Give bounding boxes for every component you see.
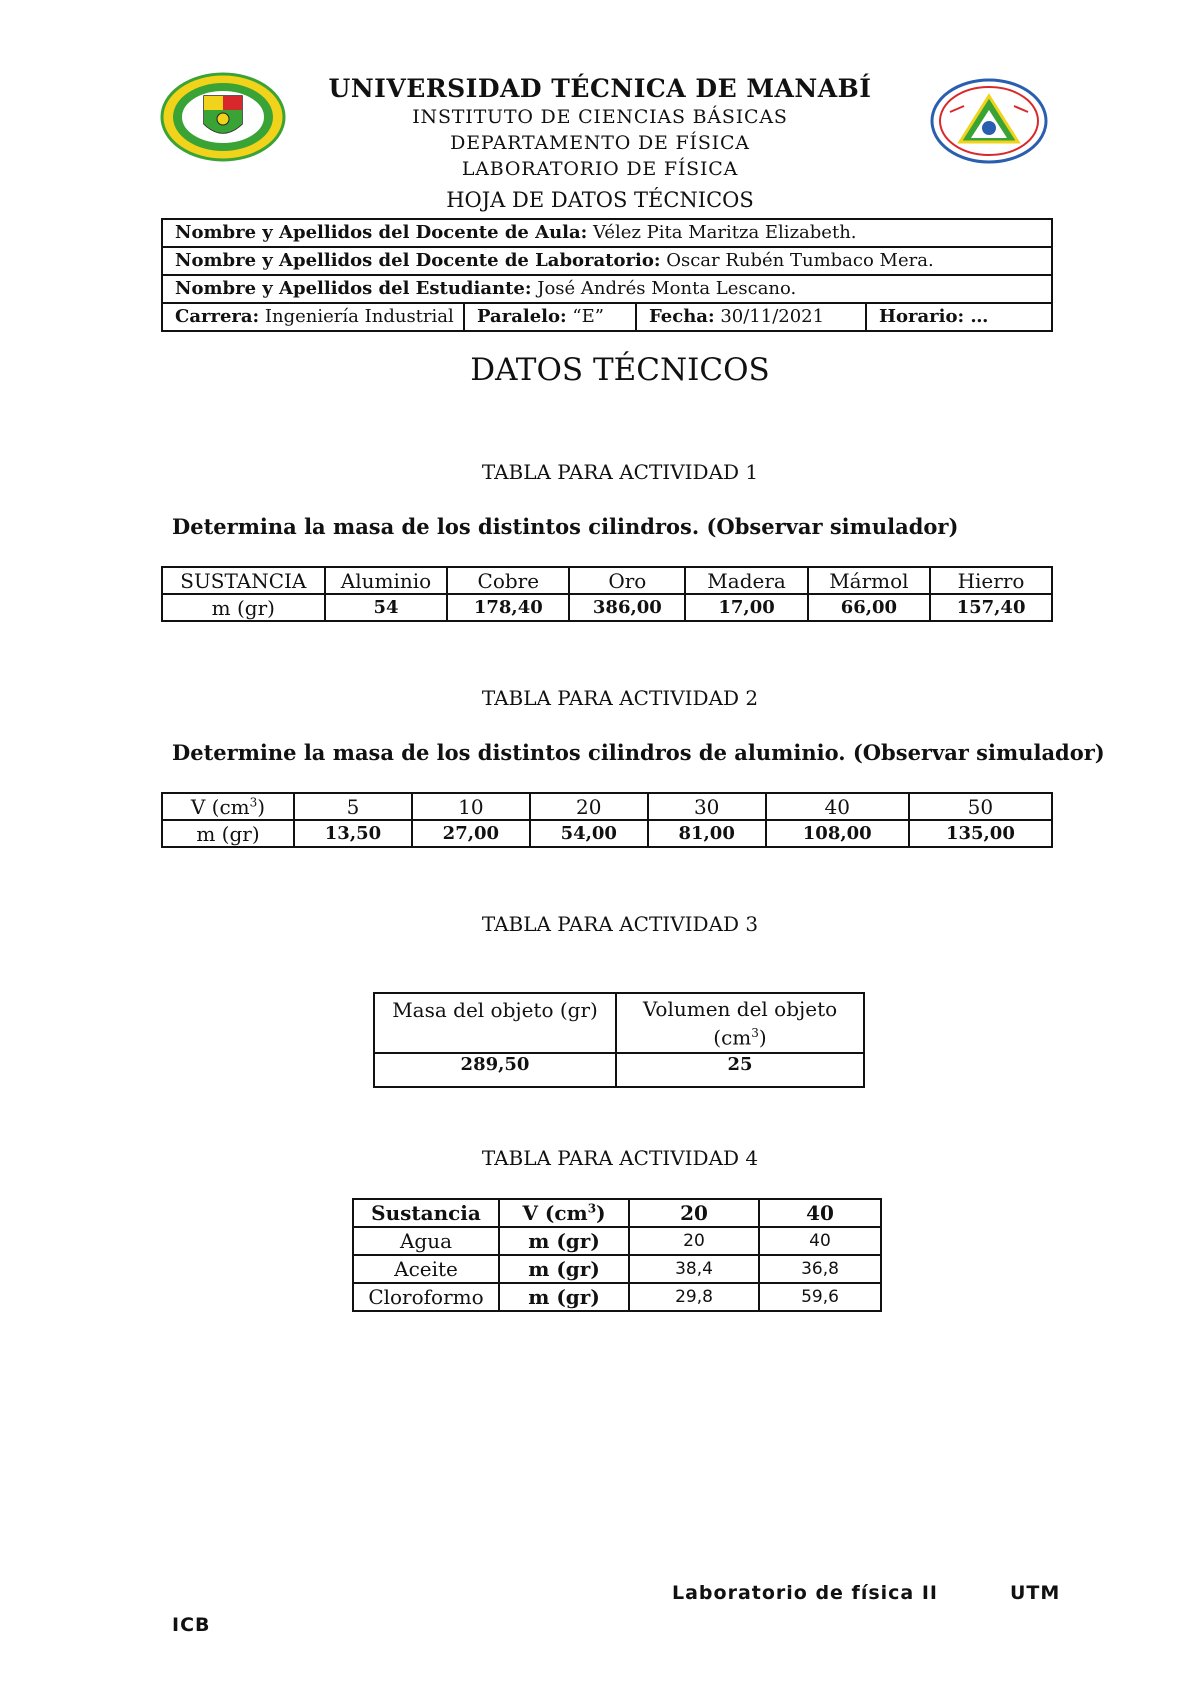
- paralelo-value: “E”: [566, 306, 604, 327]
- activity4-substance-1: Aceite: [353, 1255, 499, 1283]
- table-row: [162, 594, 1052, 621]
- fecha-value: 30/11/2021: [714, 306, 825, 327]
- activity2-vol-2: 20: [530, 793, 648, 820]
- activity1-instruction: Determina la masa de los distintos cilindros. (Observar simulador): [172, 514, 959, 539]
- footer-org: UTM: [1010, 1582, 1061, 1604]
- activity4-v1: 20: [629, 1199, 759, 1227]
- table-row: [353, 1199, 881, 1227]
- activity2-header-text: V (cm: [190, 794, 250, 819]
- activity1-title: TABLA PARA ACTIVIDAD 1: [481, 460, 759, 484]
- activity3-mass-header: Masa del objeto (gr): [374, 993, 616, 1053]
- activity1-col-3: Madera: [685, 567, 807, 594]
- activity4-col-substance: Sustancia: [353, 1199, 499, 1227]
- sheet-title: HOJA DE DATOS TÉCNICOS: [446, 188, 754, 212]
- university-name: UNIVERSIDAD TÉCNICA DE MANABÍ: [328, 74, 872, 103]
- activity2-mass-3: 81,00: [648, 820, 766, 847]
- fecha-cell: [637, 304, 867, 330]
- department-name: DEPARTAMENTO DE FÍSICA: [450, 132, 750, 154]
- activity3-mass-value: 289,50: [374, 1053, 616, 1087]
- activity3-volume-header-line1: Volumen del objeto: [642, 996, 838, 1021]
- activity2-vol-3: 30: [648, 793, 766, 820]
- activity1-val-3: 17,00: [685, 594, 807, 621]
- activity1-val-2: 386,00: [569, 594, 685, 621]
- activity2-header-close: ): [257, 794, 266, 819]
- docente-lab-value: Oscar Rubén Tumbaco Mera.: [660, 250, 934, 271]
- table-row: [162, 793, 1052, 820]
- activity4-m1-1: 38,4: [629, 1255, 759, 1283]
- activity2-mass-0: 13,50: [294, 820, 412, 847]
- paralelo-label: Paralelo:: [477, 306, 567, 327]
- institute-name: INSTITUTO DE CIENCIAS BÁSICAS: [412, 106, 788, 128]
- activity1-val-5: 157,40: [930, 594, 1052, 621]
- carrera-value: Ingeniería Industrial: [259, 306, 454, 327]
- docente-lab-row: [163, 248, 1051, 276]
- activity1-table: [161, 566, 1053, 622]
- activity2-mass-1: 27,00: [412, 820, 530, 847]
- activity2-instruction: Determine la masa de los distintos cilindros de aluminio. (Observar simulador): [172, 740, 1105, 765]
- activity2-mass-5: 135,00: [909, 820, 1052, 847]
- activity2-header-sup: 3: [249, 794, 258, 809]
- activity3-volume-header: [616, 993, 864, 1053]
- activity3-title: TABLA PARA ACTIVIDAD 3: [481, 912, 759, 936]
- activity1-val-0: 54: [325, 594, 448, 621]
- table-row: [374, 993, 864, 1053]
- activity2-vol-4: 40: [766, 793, 909, 820]
- activity2-vol-5: 50: [909, 793, 1052, 820]
- activity4-v2: 40: [759, 1199, 881, 1227]
- estudiante-row: [163, 276, 1051, 304]
- activity4-substance-0: Agua: [353, 1227, 499, 1255]
- activity4-m2-0: 40: [759, 1227, 881, 1255]
- laboratory-name: LABORATORIO DE FÍSICA: [461, 158, 739, 180]
- activity4-col-volume-sup: 3: [587, 1201, 597, 1216]
- activity2-vol-0: 5: [294, 793, 412, 820]
- activity4-col-volume-close: ): [596, 1201, 606, 1225]
- activity4-m2-2: 59,6: [759, 1283, 881, 1311]
- activity2-table: [161, 792, 1053, 848]
- footer-course: Laboratorio de física II: [672, 1582, 938, 1604]
- activity1-header-label: SUSTANCIA: [162, 567, 325, 594]
- estudiante-label: Nombre y Apellidos del Estudiante:: [175, 278, 532, 299]
- activity2-title: TABLA PARA ACTIVIDAD 2: [481, 686, 759, 710]
- table-row: [353, 1283, 881, 1311]
- table-row: [353, 1227, 881, 1255]
- paralelo-cell: [465, 304, 637, 330]
- main-title: DATOS TÉCNICOS: [470, 352, 770, 388]
- activity2-header-label: [162, 793, 294, 820]
- docente-aula-row: [163, 220, 1051, 248]
- activity4-unit-1: m (gr): [499, 1255, 629, 1283]
- activity3-volume-value: 25: [616, 1053, 864, 1087]
- carrera-label: Carrera:: [175, 306, 260, 327]
- table-row: [374, 1053, 864, 1087]
- activity4-m1-2: 29,8: [629, 1283, 759, 1311]
- activity4-substance-2: Cloroformo: [353, 1283, 499, 1311]
- fecha-label: Fecha:: [649, 306, 715, 327]
- activity3-volume-header-sup: 3: [751, 1025, 759, 1040]
- table-row: [162, 567, 1052, 594]
- activity3-volume-header-line2: (cm: [713, 1025, 752, 1050]
- activity4-col-volume: [499, 1199, 629, 1227]
- table-row: [162, 820, 1052, 847]
- estudiante-value: José Andrés Monta Lescano.: [531, 278, 797, 299]
- activity4-m2-1: 36,8: [759, 1255, 881, 1283]
- activity4-unit-2: m (gr): [499, 1283, 629, 1311]
- activity3-table: [373, 992, 865, 1088]
- activity1-col-0: Aluminio: [325, 567, 448, 594]
- activity1-row-label: m (gr): [162, 594, 325, 621]
- activity2-mass-4: 108,00: [766, 820, 909, 847]
- activity4-col-volume-text: V (cm: [522, 1201, 588, 1225]
- carrera-row: [163, 304, 1051, 330]
- activity1-val-4: 66,00: [808, 594, 930, 621]
- activity2-mass-2: 54,00: [530, 820, 648, 847]
- activity4-table: [352, 1198, 882, 1312]
- activity4-unit-0: m (gr): [499, 1227, 629, 1255]
- activity1-col-5: Hierro: [930, 567, 1052, 594]
- activity1-val-1: 178,40: [447, 594, 569, 621]
- docente-aula-value: Vélez Pita Maritza Elizabeth.: [587, 222, 857, 243]
- carrera-cell: [163, 304, 465, 330]
- horario-cell: [867, 304, 1051, 330]
- table-row: [353, 1255, 881, 1283]
- activity1-col-2: Oro: [569, 567, 685, 594]
- docente-lab-label: Nombre y Apellidos del Docente de Laboratorio:: [175, 250, 661, 271]
- activity1-col-1: Cobre: [447, 567, 569, 594]
- activity3-volume-header-close: ): [758, 1025, 767, 1050]
- activity2-vol-1: 10: [412, 793, 530, 820]
- info-block: [161, 218, 1053, 332]
- activity1-col-4: Mármol: [808, 567, 930, 594]
- activity4-title: TABLA PARA ACTIVIDAD 4: [481, 1146, 759, 1170]
- footer-icb: ICB: [172, 1614, 211, 1636]
- docente-aula-label: Nombre y Apellidos del Docente de Aula:: [175, 222, 588, 243]
- activity4-m1-0: 20: [629, 1227, 759, 1255]
- activity2-row-label: m (gr): [162, 820, 294, 847]
- horario-label: Horario: …: [879, 306, 989, 327]
